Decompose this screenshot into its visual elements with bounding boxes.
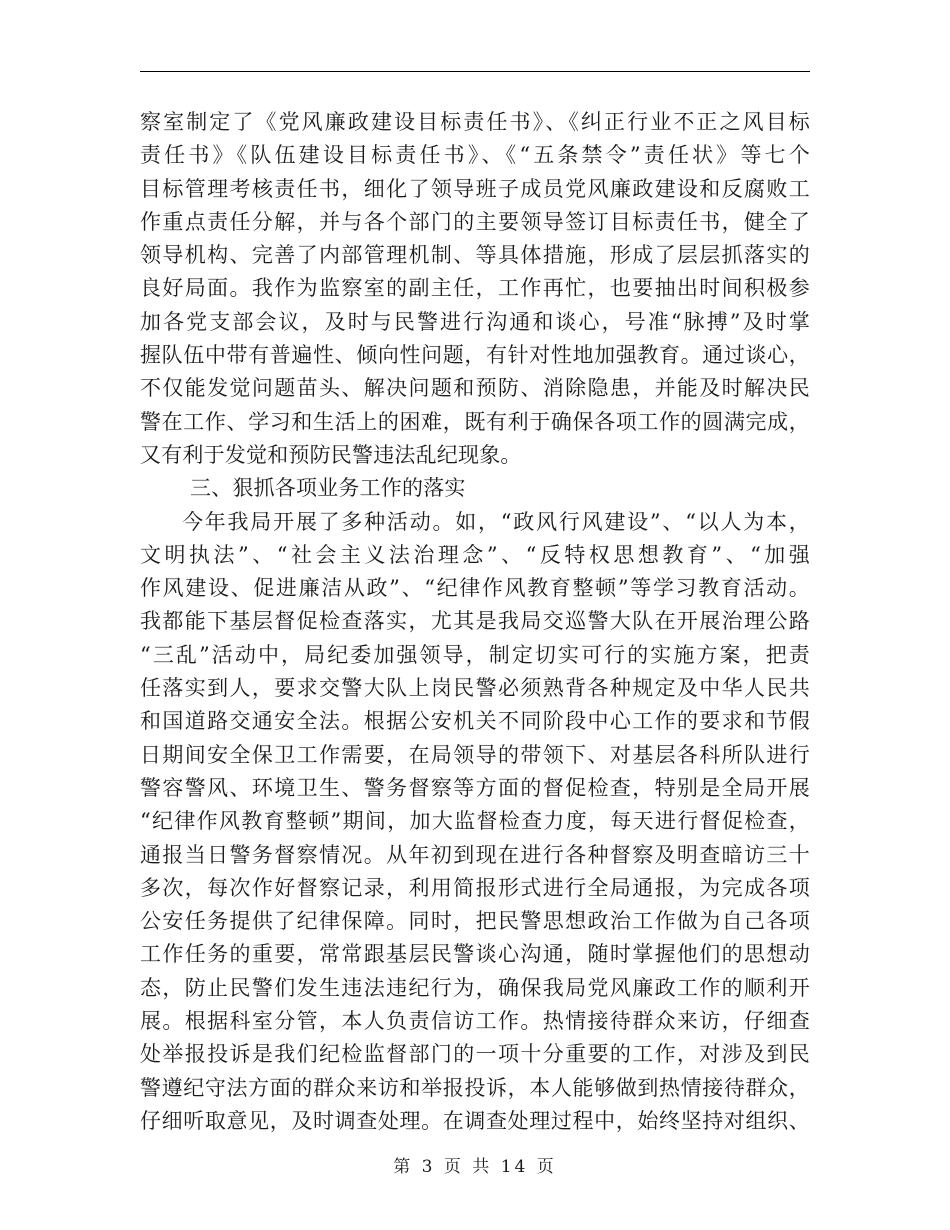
text-line: 责任书》《队伍建设目标责任书》、《“五条禁令”责任状》等七个 xyxy=(140,143,810,168)
text-line: 仔细听取意见，及时调查处理。在调查处理过程中，始终坚持对组织、 xyxy=(140,1108,810,1133)
text-line: 又有利于发觉和预防民警违法乱纪现象。 xyxy=(140,442,522,467)
header-rule xyxy=(140,71,810,72)
text-line: 目标管理考核责任书，细化了领导班子成员党风廉政建设和反腐败工 xyxy=(140,176,810,201)
text-line: 察室制定了《党风廉政建设目标责任书》、《纠正行业不正之风目标 xyxy=(140,110,810,134)
text-line: 日期间安全保卫工作需要，在局领导的带领下、对基层各科所队进行 xyxy=(140,742,810,767)
text-line: 握队伍中带有普遍性、倾向性问题，有针对性地加强教育。通过谈心， xyxy=(140,343,810,368)
text-line: 作重点责任分解，并与各个部门的主要领导签订目标责任书，健全了 xyxy=(140,209,810,234)
text-line: “三乱”活动中，局纪委加强领导，制定切实可行的实施方案，把责 xyxy=(140,642,810,667)
text-line: 作风建设、促进廉洁从政”、“纪律作风教育整顿”等学习教育活动。 xyxy=(140,576,810,601)
text-line: 通报当日警务督察情况。从年初到现在进行各种督察及明查暗访三十 xyxy=(140,842,810,867)
text-line: 文明执法”、“社会主义法治理念”、“反特权思想教育”、“加强 xyxy=(140,542,810,567)
text-line: 我都能下基层督促检查落实，尤其是我局交巡警大队在开展治理公路 xyxy=(140,609,810,634)
text-line: 展。根据科室分管，本人负责信访工作。热情接待群众来访，仔细查 xyxy=(140,1009,810,1034)
text-line: 任落实到人，要求交警大队上岗民警必须熟背各种规定及中华人民共 xyxy=(140,676,810,701)
text-line: 警容警风、环境卫生、警务督察等方面的督促检查，特别是全局开展 xyxy=(140,775,810,800)
page-number: 第 3 页 共 14 页 xyxy=(393,1157,557,1177)
text-line: “纪律作风教育整顿”期间，加大监督检查力度，每天进行督促检查， xyxy=(140,809,810,834)
text-line: 加各党支部会议，及时与民警进行沟通和谈心，号准“脉搏”及时掌 xyxy=(140,309,810,334)
text-line: 警遵纪守法方面的群众来访和举报投诉，本人能够做到热情接待群众， xyxy=(140,1075,810,1100)
text-line: 和国道路交通安全法。根据公安机关不同阶段中心工作的要求和节假 xyxy=(140,709,810,734)
text-line: 领导机构、完善了内部管理机制、等具体措施，形成了层层抓落实的 xyxy=(140,243,810,268)
text-line: 公安任务提供了纪律保障。同时，把民警思想政治工作做为自己各项 xyxy=(140,909,810,934)
text-line: 警在工作、学习和生活上的困难，既有利于确保各项工作的圆满完成， xyxy=(140,409,810,434)
body-text xyxy=(140,106,810,1138)
text-line: 态，防止民警们发生违法违纪行为，确保我局党风廉政工作的顺利开 xyxy=(140,975,810,1000)
text-line: 今年我局开展了多种活动。如，“政风行风建设”、“以人为本， xyxy=(182,509,810,534)
text-line: 处举报投诉是我们纪检监督部门的一项十分重要的工作，对涉及到民 xyxy=(140,1042,810,1067)
text-line: 多次，每次作好督察记录，利用简报形式进行全局通报，为完成各项 xyxy=(140,875,810,900)
text-line: 良好局面。我作为监察室的副主任，工作再忙，也要抽出时间积极参 xyxy=(140,276,810,301)
text-line: 不仅能发觉问题苗头、解决问题和预防、消除隐患，并能及时解决民 xyxy=(140,376,810,401)
section-heading: 三、狠抓各项业务工作的落实 xyxy=(190,476,466,501)
text-line: 工作任务的重要，常常跟基层民警谈心沟通，随时掌握他们的思想动 xyxy=(140,942,810,967)
